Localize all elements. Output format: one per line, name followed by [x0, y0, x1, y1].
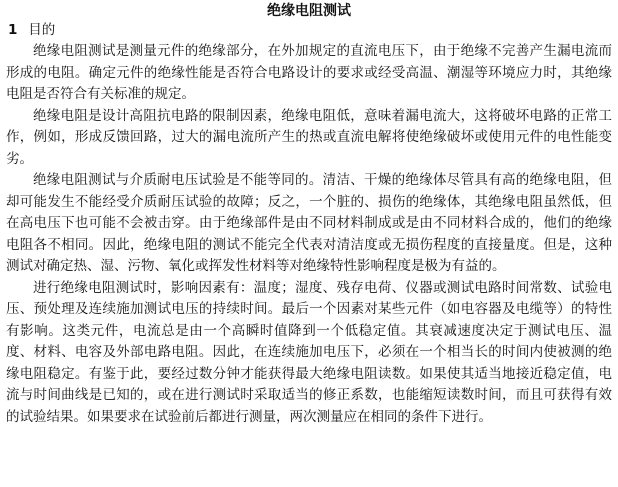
section-heading: [6, 20, 612, 41]
paragraph-dielectric-comparison: 绝缘电阻测试与介质耐电压试验是不能等同的。清洁、干燥的绝缘体尽管具有高的绝缘电阻，但却可能发生不能经受介质耐压试验的故障；反之，一个脏的、损伤的绝缘体，其绝缘电阻虽然低，但在高电压下也可能不会被击穿。由于绝缘部件是由不同材料制成或是由不同材料合成的，他们的绝缘电阻各不相同。因此，绝缘电阻的测试不能完全代表对清洁度或无损伤程度的直接量度。但是，这种测试对确定热、湿、污物、氧化或挥发性材料等对绝缘特性影响程度是极为有益的。: [6, 172, 612, 274]
section-title: 目的: [28, 22, 56, 38]
paragraph-definition: 绝缘电阻测试是测量元件的绝缘部分，在外加规定的直流电压下，由于绝缘不完善产生漏电流而形成的电阻。确定元件的绝缘性能是否符合电路设计的要求或经受高温、潮湿等环境应力时，其绝缘电阻是否符合有关标准的规定。: [6, 43, 612, 102]
section-number: 1: [8, 22, 18, 38]
document-title: 绝缘电阻测试: [267, 3, 351, 19]
paragraph-limiting-factor: 绝缘电阻是设计高阻抗电路的限制因素，绝缘电阻低，意味着漏电流大，这将破坏电路的正常工作，例如，形成反馈回路，过大的漏电流所产生的热或直流电解将使绝缘破坏或使用元件的电性能变劣。: [6, 107, 612, 167]
paragraph-influencing-factors: 进行绝缘电阻测试时，影响因素有：温度；湿度、残存电荷、仪器或测试电路时间常数、试验电压、预处理及连续施加测试电压的持续时间。最后一个因素对某些元件（如电容器及电缆等）的特性有影响。这类元件，电流总是由一个高瞬时值降到一个低稳定值。其衰减速度决定于测试电压、温度、材料、电容及外部电路电阻。因此，在连续施加电压下，必须在一个相当长的时间内使被测的绝缘电阻稳定。有鉴于此，要经过数分钟才能获得最大绝缘电阻读数。如果使其适当地接近稳定值，电流与时间曲线是已知的，或在进行测试时采取适当的修正系数，也能缩短读数时间，而且可获得有效的试验结果。如果要求在试验前后都进行测量，两次测量应在相同的条件下进行。: [6, 279, 612, 425]
